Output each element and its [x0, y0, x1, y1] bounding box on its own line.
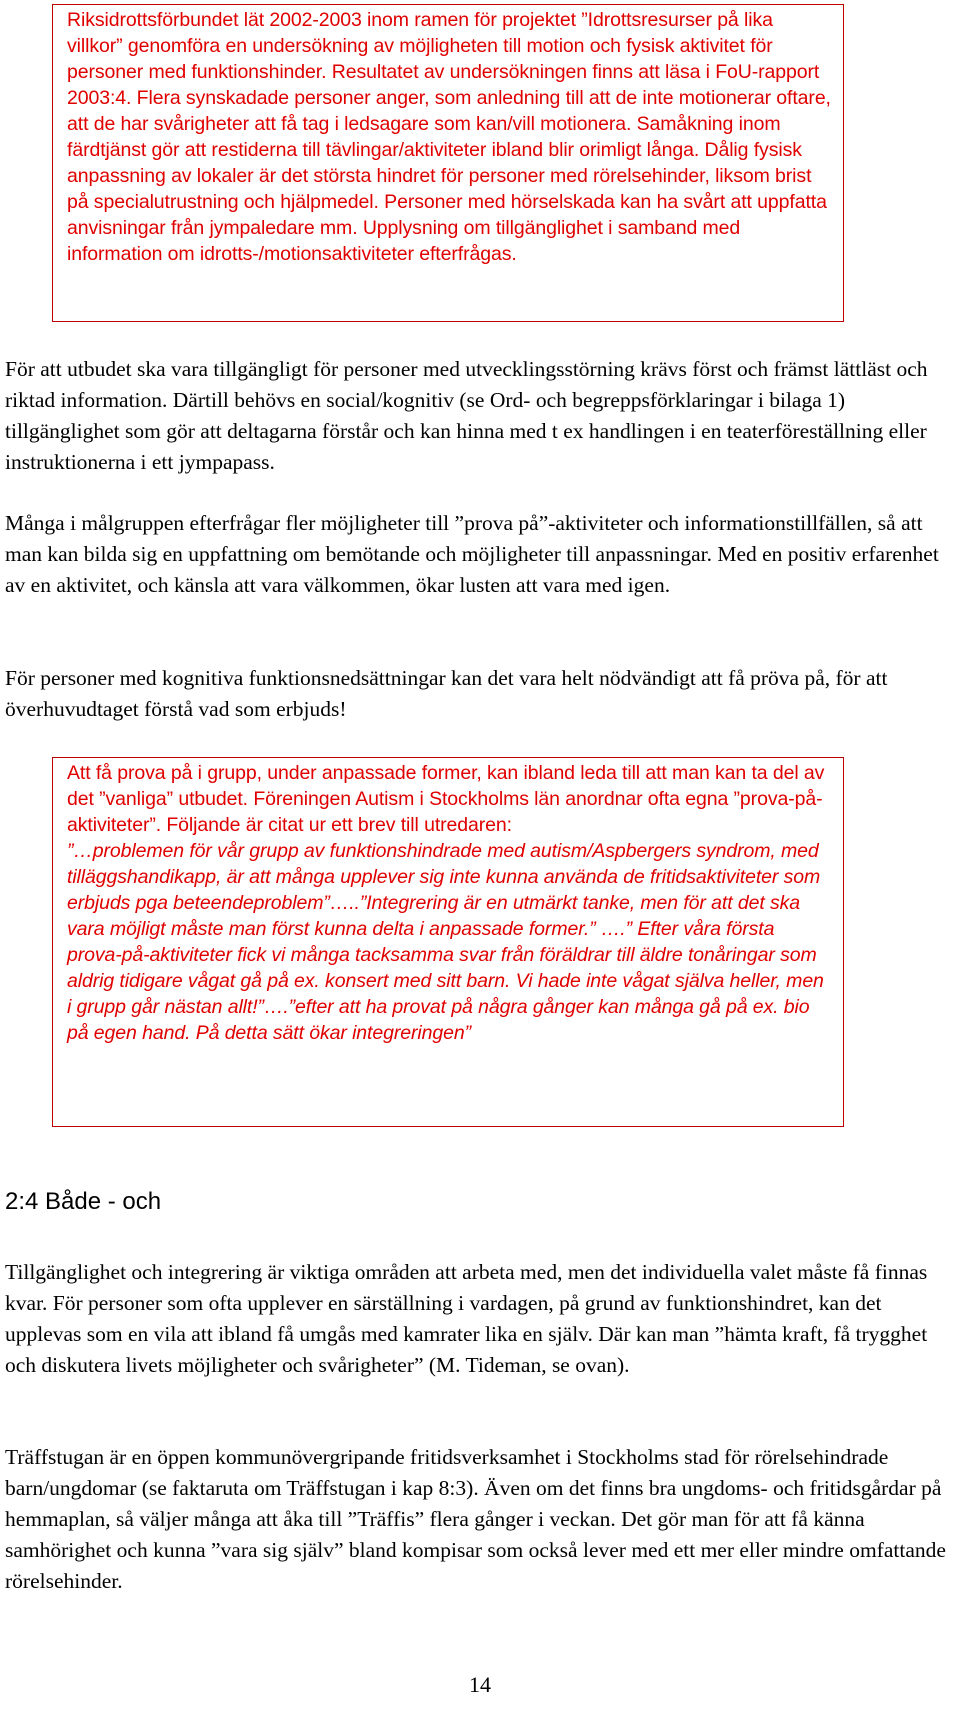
page-number: 14	[469, 1672, 491, 1697]
paragraph-traffstugan: Träffstugan är en öppen kommunövergripande fritidsverksamhet i Stockholms stad för rörelsehindrade barn/ungdomar (se faktaruta om Träffstugan i kap 8:3). Även om det finns bra ungdoms- och fritidsgårdar på hemmaplan, så väljer många att åka till ”Träffis” flera gånger i veckan. Det gör man för att få känna samhörighet och kunna ”vara sig själv” bland kompisar som också lever med ett mer eller mindre omfattande rörelsehinder.	[5, 1445, 946, 1593]
info-box-quote: ”…problemen för vår grupp av funktionshindrade med autism/Aspbergers syndrom, med tilläggshandikapp, är att många upplever sig inte kunna använda de fritidsaktiviteter som erbjuds pga beteendeproblem”…..”Integrering är en utmärkt tanke, men för att det ska vara möjligt måste man först kunna delta i anpassade former.” ….” Efter våra första prova-på-aktiviteter fick vi många tacksamma svar från föräldrar till äldre tonåringar som aldrig tidigare vågat gå på ex. konsert med sitt barn. Vi hade inte vågat själva heller, men i grupp går nästan allt!”….”efter att ha provat på några gånger kan många gå på ex. bio på egen hand. På detta sätt ökar integreringen”	[67, 840, 824, 1044]
paragraph-utvecklingsstorning: För att utbudet ska vara tillgängligt för personer med utvecklingsstörning krävs först och främst lättläst och riktad information. Därtill behövs en social/kognitiv (se Ord- och begreppsförklaringar i bilaga 1) tillgänglighet som gör att deltagarna förstår och kan hinna med t ex handlingen i en teaterföreställning eller instruktionerna i ett jympapass.	[5, 357, 928, 474]
paragraph-tillganglighet: Tillgänglighet och integrering är viktiga områden att arbeta med, men det individuella valet måste få finnas kvar. För personer som ofta upplever en särställning i vardagen, på grund av funktionshindret, kan det upplevas som en vila att ibland få umgås med kamrater lika en själv. Där kan man ”hämta kraft, få trygghet och diskutera livets möjligheter och svårigheter” (M. Tideman, se ovan).	[5, 1260, 928, 1377]
info-box-intro: Att få prova på i grupp, under anpassade former, kan ibland leda till att man kan ta del av det ”vanliga” utbudet. Föreningen Autism i Stockholms län anordnar ofta egna ”prova-på-aktiviteter”. Följande är citat ur ett brev till utredaren:	[67, 762, 825, 836]
info-box-autism-quote	[52, 757, 844, 1127]
section-heading: 2:4 Både - och	[5, 1188, 162, 1215]
info-box-text: Riksidrottsförbundet lät 2002-2003 inom ramen för projektet ”Idrottsresurser på lika villkor” genomföra en undersökning av möjligheten till motion och fysisk aktivitet för personer med funktionshinder. Resultatet av undersökningen finns att läsa i FoU-rapport 2003:4. Flera synskadade personer anger, som anledning till att de inte motionerar oftare, att de har svårigheter att få tag i ledsagare som kan/vill motionera. Samåkning inom färdtjänst gör att restiderna till tävlingar/aktiviteter ibland blir orimligt långa. Dålig fysisk anpassning av lokaler är det största hindret för personer med rörelsehinder, liksom brist på specialutrustning och hjälpmedel. Personer med hörselskada kan ha svårt att uppfatta anvisningar från jympaledare mm. Upplysning om tillgänglighet i samband med information om idrotts-/motionsaktiviteter efterfrågas.	[67, 9, 831, 265]
paragraph-prova-pa: Många i målgruppen efterfrågar fler möjligheter till ”prova på”-aktiviteter och informationstillfällen, så att man kan bilda sig en uppfattning om bemötande och möjligheter till anpassningar. Med en positiv erfarenhet av en aktivitet, och känsla att vara välkommen, ökar lusten att vara med igen.	[5, 511, 939, 597]
paragraph-kognitiva: För personer med kognitiva funktionsnedsättningar kan det vara helt nödvändigt att få pröva på, för att överhuvudtaget förstå vad som erbjuds!	[5, 666, 888, 721]
info-box-riksidrottsforbundet	[52, 4, 844, 322]
